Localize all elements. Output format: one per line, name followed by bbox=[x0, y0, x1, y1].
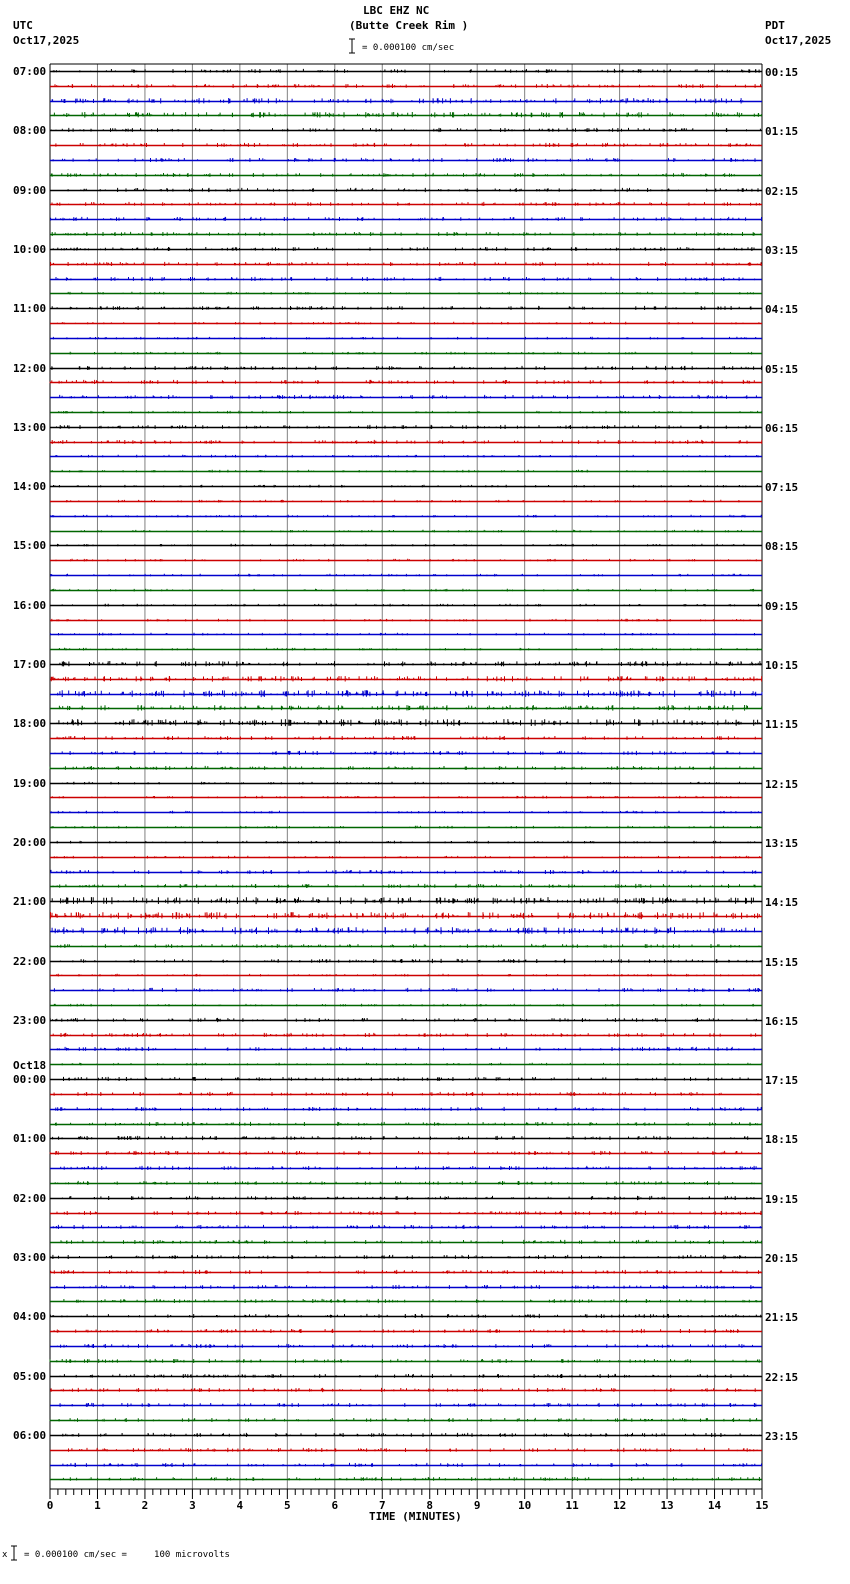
right-timezone: PDT bbox=[765, 19, 785, 32]
right-date: Oct17,2025 bbox=[765, 34, 832, 47]
footer-scale-label: = 0.000100 cm/sec = 100 microvolts bbox=[24, 1550, 230, 1560]
utc-hour-label: 11:00 bbox=[13, 302, 47, 316]
utc-hour-label: 20:00 bbox=[13, 835, 47, 849]
x-tick-label: 7 bbox=[378, 1499, 386, 1512]
utc-hour-label: 09:00 bbox=[13, 183, 47, 197]
utc-hour-label: 05:00 bbox=[13, 1369, 47, 1383]
pdt-hour-label: 11:15 bbox=[765, 718, 799, 732]
pdt-hour-label: 15:15 bbox=[765, 955, 799, 969]
utc-hour-label: 18:00 bbox=[13, 717, 47, 731]
utc-hour-label: 01:00 bbox=[13, 1132, 47, 1146]
utc-hour-label: 08:00 bbox=[13, 124, 47, 138]
utc-hour-label: 03:00 bbox=[13, 1251, 47, 1264]
utc-hour-label: 19:00 bbox=[13, 776, 47, 790]
utc-hour-label: 17:00 bbox=[13, 658, 47, 671]
x-tick-label: 12 bbox=[612, 1499, 627, 1512]
pdt-hour-label: 23:15 bbox=[765, 1429, 799, 1443]
x-tick-label: 11 bbox=[565, 1499, 579, 1512]
pdt-hour-label: 18:15 bbox=[765, 1133, 799, 1147]
pdt-hour-label: 09:15 bbox=[765, 599, 799, 613]
x-tick-label: 13 bbox=[660, 1499, 674, 1512]
x-tick-label: 3 bbox=[189, 1499, 196, 1512]
pdt-hour-label: 06:15 bbox=[765, 421, 799, 435]
x-tick-label: 14 bbox=[707, 1499, 722, 1512]
pdt-hour-label: 03:15 bbox=[765, 243, 799, 257]
utc-hour-label: 06:00 bbox=[13, 1428, 47, 1442]
time-axis bbox=[50, 1489, 762, 1499]
x-tick-label: 9 bbox=[473, 1499, 481, 1512]
left-timezone: UTC bbox=[13, 19, 33, 32]
date-change-label: Oct18 bbox=[13, 1059, 47, 1073]
utc-hour-label: 16:00 bbox=[13, 598, 47, 612]
pdt-hour-label: 22:15 bbox=[765, 1370, 799, 1384]
utc-hour-label: 04:00 bbox=[13, 1310, 47, 1324]
pdt-hour-label: 13:15 bbox=[765, 836, 799, 850]
pdt-hour-label: 21:15 bbox=[765, 1311, 799, 1325]
pdt-hour-label: 14:15 bbox=[765, 896, 799, 910]
utc-hour-label: 21:00 bbox=[13, 895, 47, 909]
utc-hour-label: 13:00 bbox=[13, 420, 47, 434]
utc-hour-label: 23:00 bbox=[13, 1013, 47, 1027]
pdt-hour-label: 08:15 bbox=[765, 540, 799, 554]
utc-hour-label: 07:00 bbox=[13, 65, 47, 78]
utc-hour-label: 12:00 bbox=[13, 361, 47, 375]
traces bbox=[50, 69, 762, 1481]
x-tick-label: 1 bbox=[94, 1499, 101, 1512]
utc-hour-label: 02:00 bbox=[13, 1191, 47, 1205]
x-tick-label: 8 bbox=[426, 1499, 434, 1512]
x-tick-label: 4 bbox=[236, 1499, 244, 1512]
footer-scale-bar-icon bbox=[10, 1545, 18, 1561]
scale-label: = 0.000100 cm/sec bbox=[362, 43, 455, 53]
footer-marker: x bbox=[2, 1550, 8, 1560]
utc-hour-label: 14:00 bbox=[13, 480, 47, 494]
x-tick-label: 0 bbox=[46, 1499, 54, 1512]
utc-hour-label: 00:00 bbox=[13, 1073, 47, 1087]
pdt-hour-label: 10:15 bbox=[765, 659, 799, 672]
grid-lines bbox=[50, 64, 762, 1489]
x-tick-label: 5 bbox=[284, 1499, 291, 1512]
pdt-hour-label: 12:15 bbox=[765, 777, 799, 791]
x-tick-label: 10 bbox=[518, 1499, 532, 1512]
station-location: (Butte Creek Rim ) bbox=[349, 19, 469, 32]
x-tick-label: 15 bbox=[755, 1499, 769, 1512]
pdt-hour-label: 04:15 bbox=[765, 303, 799, 317]
x-tick-label: 2 bbox=[141, 1499, 149, 1512]
pdt-hour-label: 07:15 bbox=[765, 481, 799, 495]
pdt-hour-label: 17:15 bbox=[765, 1074, 799, 1088]
pdt-hour-label: 01:15 bbox=[765, 125, 799, 139]
left-date: Oct17,2025 bbox=[13, 34, 80, 47]
pdt-hour-label: 16:15 bbox=[765, 1014, 799, 1028]
pdt-hour-label: 19:15 bbox=[765, 1192, 799, 1206]
utc-hour-label: 22:00 bbox=[13, 954, 47, 968]
pdt-hour-label: 20:15 bbox=[765, 1252, 799, 1265]
x-axis-title: TIME (MINUTES) bbox=[369, 1510, 462, 1523]
pdt-hour-label: 02:15 bbox=[765, 184, 799, 198]
x-tick-label: 6 bbox=[331, 1499, 339, 1512]
utc-hour-label: 10:00 bbox=[13, 242, 47, 256]
pdt-hour-label: 00:15 bbox=[765, 66, 799, 79]
utc-hour-label: 15:00 bbox=[13, 539, 47, 553]
station-title: LBC EHZ NC bbox=[363, 4, 430, 17]
pdt-hour-label: 05:15 bbox=[765, 362, 799, 376]
